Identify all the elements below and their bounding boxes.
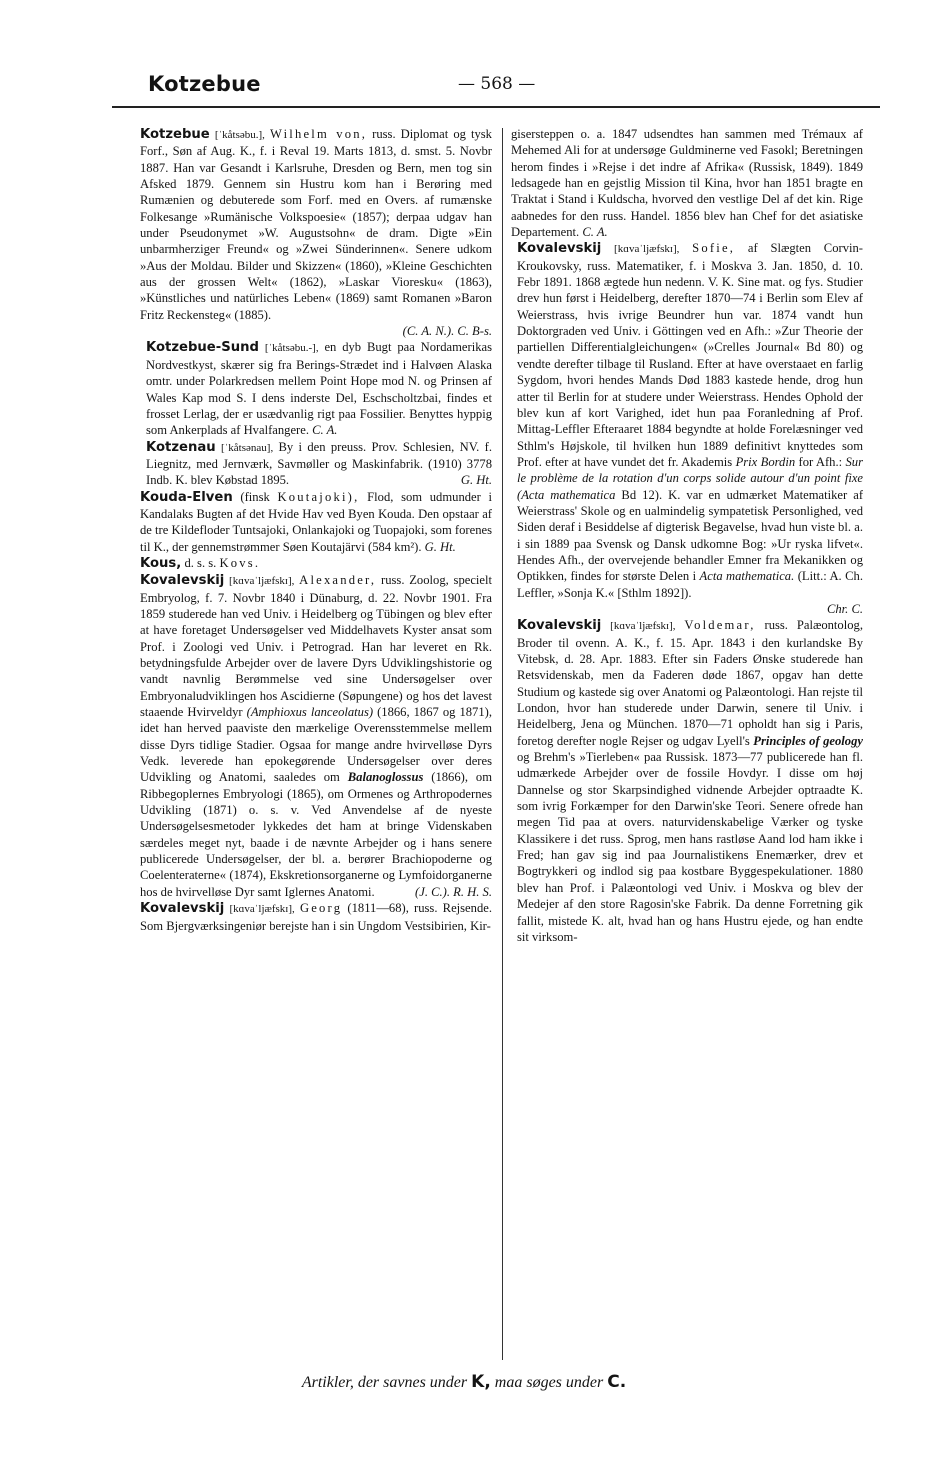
entry-kotzebue-sund xyxy=(140,339,492,438)
headword: Kovalevskij xyxy=(517,241,602,257)
entry-kovalevskij-alexander xyxy=(140,572,492,900)
entry-kovalevskij-georg xyxy=(140,900,492,934)
right-column xyxy=(511,126,863,1362)
person-name: Alexander, xyxy=(299,573,377,588)
footer-text: maa søges under xyxy=(494,1374,604,1391)
person-name: Sofie, xyxy=(692,241,736,256)
running-head xyxy=(148,72,888,106)
entry-text-pre: d. s. s. xyxy=(184,555,217,570)
entry-text: (1866), om Ribbegoplernes Embryologi (1865), om Ormenes og Arthropodernes Udvikling (1871) o. s. v. Ved Anvendelse af de nyeste Undersøgelsesmetoder lykkedes det ham at bringe Videnskaben særdeles meget nyt, baade i de nævnte Arbejder og i hans senere publicerede Undersøgelser, der bl. a. berører Brachiopoderne og Coelenteraterne« (1874), Ekskretionsorganerne og Lymfoidorganerne hos de hvirvelløse Dyr samt Iglernes Anatomi. xyxy=(140,770,492,899)
person-name: Georg xyxy=(299,901,343,916)
entry-italic: Balanoglossus xyxy=(347,770,424,785)
footer-text: Artikler, der savnes under xyxy=(301,1374,468,1391)
finnish-name: Koutajoki), xyxy=(277,489,360,504)
left-column xyxy=(140,126,492,1362)
headword: Kous, xyxy=(140,555,182,571)
pronunciation: [kɑvaˈljæfskɪ], xyxy=(229,903,295,916)
entry-text: By i den preuss. Prov. Schlesien, NV. f. Liegnitz, med Jernværk, Savmøller og Maskinfabrik. (1910) 3778 Indb. K. blev Købstad 1895. xyxy=(146,439,492,488)
author-signature: (J. C.). R. H. S. xyxy=(415,884,492,899)
entry-kotzebue xyxy=(140,126,492,339)
pronunciation: [ˈkåtsəbu.], xyxy=(214,129,265,141)
entry-kous xyxy=(140,555,492,572)
entry-text: Flod, som udmunder i Kandalaks Bugten af det Hvide Hav ved Byen Kouda. Den opstaar af de tre Kildefloder Tuntsajoki, Onlankajoki og Tuopajoki, som forenes til K., der gennemstrømmer Søen Koutajärvi (584 km²). xyxy=(140,489,492,554)
entry-text: (Litt.: A. Ch. Leffler, »Sonja K.« [Sthlm 1892]). xyxy=(517,569,863,600)
entry-text-pre: (finsk xyxy=(240,489,270,504)
headword: Kovalevskij xyxy=(517,618,602,634)
entry-text: russ. Palæontolog, Broder til ovenn. A. K., f. 15. Apr. 1843 i den kurlandske By Vitebsk, d. 28. Apr. 1883. Efter sin Faders Ønske studerede han Retsvidenskab, men da Faderen døde 1867, opgav han dette Studium og kastede sig over Anatomi og Palæontologi. Han rejste til London, hvor han studerede under Darwin, senere til Univ. i Heidelberg, Jena og München. 1870—71 opholdt han sig i Paris, foretog derefter nogle Rejser og udgav Lyell's xyxy=(517,618,863,748)
footer-letter-c: C. xyxy=(607,1372,627,1392)
entry-kovalevskij-voldemar xyxy=(511,617,863,945)
page-number: — 568 — xyxy=(458,74,536,94)
entry-kovalevskij-sofie xyxy=(511,240,863,617)
entry-kovalevskij-georg-continued xyxy=(511,126,863,240)
entry-italic: Acta mathematica. xyxy=(699,569,795,584)
running-head-word: Kotzebue xyxy=(148,72,261,96)
entry-text-start: (1811—68), russ. Rejsende. Som Bjergværksingeniør berejste han i sin Ungdom Vestsibirien, Kir- xyxy=(140,901,492,933)
entry-kotzenau xyxy=(140,439,492,489)
entry-italic: Sur le problème de la rotation d'un corps solide autour d'un point fixe (Acta mathematica xyxy=(517,454,863,502)
pronunciation: [ˈkåtsənau], xyxy=(220,441,274,454)
author-signature: C. A. xyxy=(582,225,608,240)
author-signature: G. Ht. xyxy=(460,473,492,488)
entry-text: af Slægten Corvin-Kroukovsky, russ. Matematiker, f. i Moskva 3. Jan. 1850, d. 10. Febr 1891. 1868 ægtede hun nedenn. V. K. Sine mat. og fys. Studier drev hun først i Heidelberg, derefter 1870—74 i Berlin som Elev af Weierstrass, hvis ivrige Beundrer hun var. 1874 vandt hun Doktorgraden ved Univ. i Göttingen ved en Afh.: »Zur Theorie der partiellen Differentialgleichungen« (»Crelles Journal« Bd 80) og vendte derefter tilbage til Rusland. Efter at have overstaaet en farlig Sygdom, hvori hendes Mands Død 1883 kastede hende, drog hun atter til Berlin for at studere under Weierstrass. Hendes Ophold der blev kun af kort Varighed, idet hun paa Foranledning af Prof. Mittag-Leffler Efteraaret 1884 begyndte at holde Forelæsninger ved Sthlm's Højskole, til hvilken hun 1889 definitivt knyttedes som Prof. efter at have vundet det fr. Akademis xyxy=(517,241,863,469)
entry-italic: Principles of geology xyxy=(753,733,863,748)
pronunciation: [kɑvaˈljæfskɪ], xyxy=(610,620,676,633)
entry-text: for Afh.: xyxy=(798,454,843,469)
entry-text: Bd 12). K. var en udmærket Matematiker af Weierstrass' Skole og en ualmindelig sympatetisk Personlighed, ved Siden deraf i Besiddelse af digterisk Begavelse, hvad hun viste bl. a. i sin 1889 paa Svensk og Dansk udkomne Bog: »Ur ryska lifvet«. Hendes Afh., der overvejende behandler Emner fra Mekanikken og Optikken, findes for største Delen i xyxy=(517,487,863,584)
headword: Kotzenau xyxy=(146,439,216,455)
headword: Kovalevskij xyxy=(140,573,225,589)
cross-reference: Kovs. xyxy=(219,555,261,570)
author-signature: (C. A. N.). C. B-s. xyxy=(402,324,492,339)
pronunciation: [kɑvaˈljæfskɪ], xyxy=(229,575,295,588)
headword: Kotzebue xyxy=(140,127,210,142)
author-signature: G. Ht. xyxy=(424,539,456,554)
headword: Kovalevskij xyxy=(140,901,225,917)
entry-text: en dyb Bugt paa Nordamerikas Nordvestkyst, skærer sig fra Berings-Strædet ind i Halvøen Alaska omtr. under Polarkredsen mellem Point Hope mod N. og Prinsen af Wales Kap mod S. I dens inderste Del, Eschscholtzbai, findes et frosset Lerlag, der er usædvanlig rigt paa Fossilier. Benyttes hyppig som Ankerplads af Hvalfangere. xyxy=(146,340,492,438)
headword: Kotzebue-Sund xyxy=(146,340,259,356)
author-signature: C. A. xyxy=(312,423,338,438)
header-rule xyxy=(112,106,880,108)
entry-italic: (Amphioxus lanceolatus) xyxy=(246,705,374,720)
author-signature: Chr. C. xyxy=(826,601,863,616)
entry-kouda-elven xyxy=(140,489,492,555)
person-name: Wilhelm von, xyxy=(270,127,368,141)
pronunciation: [ˈkåtsəbu.-], xyxy=(264,342,319,355)
footer-note xyxy=(0,1372,928,1392)
pronunciation: [kɑvaˈljæfskɪ], xyxy=(614,243,680,256)
entry-text: russ. Zoolog, specielt Embryolog, f. 7. Novbr 1840 i Dünaburg, d. 22. Novbr 1901. Fra 1859 studerede han ved Univ. i Heidelberg og Tübingen og blev efter at have foretaget Undersøgelser ved Middelhavets Kyster ansat som Prof. i Zoologi ved Univ. i Petrograd. Han har leveret en Rk. betydningsfulde Arbejder over de lavere Dyrs Udviklingshistorie og vandt navnlig Berømmelse ved sine Undersøgelser over Embryonaludviklingen hos Ascidierne (Søpungene) og hos det lavest staaende Hvirveldyr xyxy=(140,573,492,720)
entry-text: (1866, 1867 og 1871), idet han herved paaviste den mærkelige Overensstemmelse mellem disse Dyrs tidlige Stadier. Ogsaa for mange andre hvirvelløse Dyrs Vedk. leverede han epokegørende Undersøgelser over deres Udvikling og Anatomi, saaledes om xyxy=(140,705,492,785)
entry-text: og Brehm's »Tierleben« paa Russisk. 1873—77 publicerede han fl. udmærkede Arbejder over de fossile Hovdyr. I disse om høj Dannelse og stor Skarpsindighed vidnende Arbejder optraadte K. som ivrig Forkæmper for den Darwin'ske Teori. Senere ofrede han megen Tid paa at overs. naturvidenskabelige Værker og tyske Klassikere i det russ. Sprog, men hans rastløse Aand lod ham ikke i Fred; han gav sig ind paa Journalistikens Enemærker, drev et Bogtrykkeri og indlod sig paa kostbare Byggespekulationer. 1880 blev han Prof. i Palæontologi ved Univ. i Moskva og blev der Medejer af den store Ragosin'ske Fabrik. Da denne Forretning gik fallit, mistede K. alt, hvad han og hans Hustru ejede, og han endte sit virksom- xyxy=(517,750,863,944)
person-name: Voldemar, xyxy=(684,618,756,633)
entry-text-continued: gisersteppen o. a. 1847 udsendtes han sammen med Trémaux af Mehemed Ali for at undersøge Guldminerne ved Fasokl; Beretningen herom findes i »Rejse i det indre af Afrika« (Russisk, 1849). 1849 ledsagede han en gejstlig Mission til Kina, hvor han 1851 bragte en Traktat i Stand i Kuldscha, hvorved den vestlige Del af det kin. Rige aabnedes for den russ. Handel. 1856 blev han Chef for det asiatiske Departement. xyxy=(511,127,863,240)
footer-letter-k: K, xyxy=(471,1372,491,1392)
headword: Kouda-Elven xyxy=(140,489,233,505)
entry-text: russ. Diplomat og tysk Forf., Søn af Aug. K., f. i Reval 19. Marts 1813, d. smst. 5. Novbr 1887. Han var Gesandt i Karlsruhe, Dresden og Bern, men tog sin Afsked 1879. Gennem sin Hustru kom han i Berøring med Rumænien og debuterede som Forf. med en Overs. af rumænske Folkesange »Rumänische Volkspoesie« (1857); derpaa udgav han under Pseudonymet »W. Augustsohn« de dram. Digte »Ein unbarmherziger Freund« og »Zwei Sünderinnen«. Senere udkom »Aus der Moldau. Bilder und Skizzen« (1860), »Kleine Geschichten aus der grossen Welt« (1862), »Laskar Vioresku« (1863), »Künstliches und natürliches Leben« (1869) samt Romanen »Baron Fritz Reckensteg« (1885). xyxy=(140,127,492,322)
column-divider xyxy=(502,128,503,1360)
entry-italic: Prix Bordin xyxy=(735,454,796,469)
